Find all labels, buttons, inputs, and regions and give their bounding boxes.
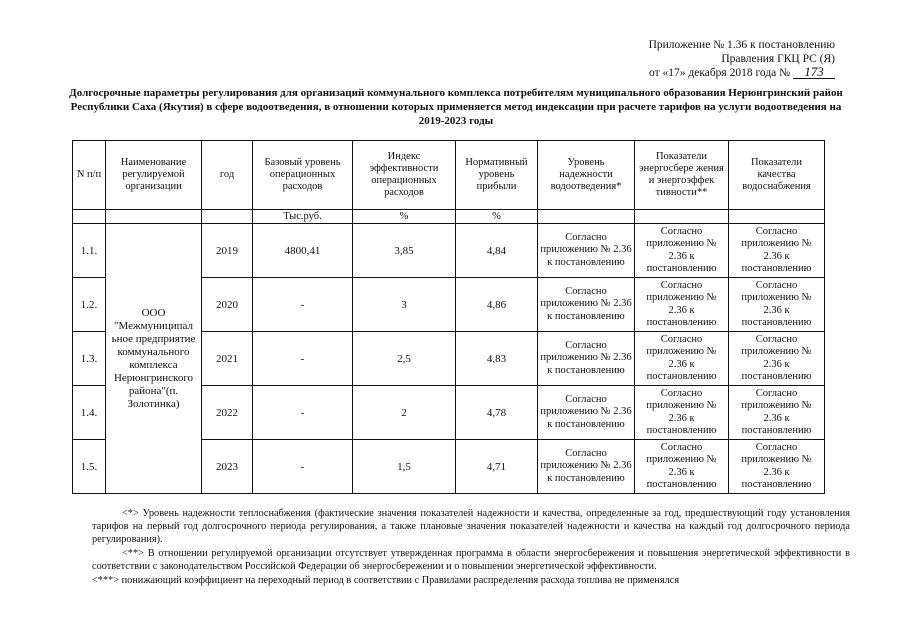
row-index: 3 <box>353 278 456 332</box>
header-num: N п/п <box>73 141 106 210</box>
row-reliability: Согласно приложению № 2.36 к постановлению <box>538 278 635 332</box>
row-year: 2019 <box>202 224 253 278</box>
row-number: 1.1. <box>73 224 106 278</box>
footnotes <box>92 507 850 588</box>
unit-empty <box>635 210 729 224</box>
footnote-coefficient: <***> понижающий коэффициент на переходный период в соответствии с Правилами распределения расхода топлива не применялся <box>92 575 680 586</box>
row-energy: Согласно приложению № 2.36 к постановлению <box>635 278 729 332</box>
row-number: 1.2. <box>73 278 106 332</box>
row-reliability: Согласно приложению № 2.36 к постановлению <box>538 224 635 278</box>
row-index: 2,5 <box>353 332 456 386</box>
row-energy: Согласно приложению № 2.36 к постановлению <box>635 332 729 386</box>
row-energy: Согласно приложению № 2.36 к постановлению <box>635 386 729 440</box>
row-quality: Согласно приложению № 2.36 к постановлению <box>729 224 825 278</box>
row-year: 2022 <box>202 386 253 440</box>
row-reliability: Согласно приложению № 2.36 к постановлению <box>538 440 635 494</box>
row-quality: Согласно приложению № 2.36 к постановлению <box>729 440 825 494</box>
parameters-table <box>72 140 825 494</box>
row-energy: Согласно приложению № 2.36 к постановлению <box>635 224 729 278</box>
header-org: Наименование регулируемой организации <box>106 141 202 210</box>
units-row <box>73 210 825 224</box>
row-base: - <box>253 332 353 386</box>
organization-name: ООО "Межмуниципал ьное предприятие коммунального комплекса Нерюнгринского района"(п. Золотинка) <box>106 224 202 494</box>
row-base: - <box>253 386 353 440</box>
row-norm: 4,83 <box>456 332 538 386</box>
unit-empty <box>202 210 253 224</box>
header-line-3 <box>649 66 835 80</box>
row-base: 4800,41 <box>253 224 353 278</box>
row-number: 1.3. <box>73 332 106 386</box>
row-index: 1,5 <box>353 440 456 494</box>
unit-empty <box>73 210 106 224</box>
unit-base: Тыс.руб. <box>253 210 353 224</box>
table-row <box>73 224 825 278</box>
unit-index: % <box>353 210 456 224</box>
row-norm: 4,78 <box>456 386 538 440</box>
header-line-2: Правления ГКЦ РС (Я) <box>721 53 835 65</box>
row-quality: Согласно приложению № 2.36 к постановлению <box>729 332 825 386</box>
header-date: от «17» декабря 2018 года № <box>648 67 791 79</box>
header-quality: Показатели качества водоснабжения <box>729 141 825 210</box>
footnote-reliability: <*> Уровень надежности теплоснабжения (фактические значения показателей надежности и качества, определенные за год, предшествующий году установления тарифов на первый год долгосрочного периода регулирования, а также плановые значения показателей надежности и качества на каждый год долгосрочного периода регулирования). <box>92 508 850 545</box>
row-index: 3,85 <box>353 224 456 278</box>
header-line-1: Приложение № 1.36 к постановлению <box>648 39 835 51</box>
row-year: 2021 <box>202 332 253 386</box>
row-norm: 4,71 <box>456 440 538 494</box>
header-year: год <box>202 141 253 210</box>
row-year: 2020 <box>202 278 253 332</box>
order-number: 173 <box>793 66 835 79</box>
row-quality: Согласно приложению № 2.36 к постановлению <box>729 386 825 440</box>
header-reliability: Уровень надежности водоотведения* <box>538 141 635 210</box>
row-energy: Согласно приложению № 2.36 к постановлению <box>635 440 729 494</box>
unit-empty <box>729 210 825 224</box>
header-norm: Нормативный уровень прибыли <box>456 141 538 210</box>
header-index: Индекс эффективности операционных расходов <box>353 141 456 210</box>
row-base: - <box>253 278 353 332</box>
footnote-energy: <**> В отношении регулируемой организации отсутствует утвержденная программа в области энергосбережения и повышения энергетической эффективности в соответствии с законодательством Российской Федерации об энергосбережении и о повышении энергетической эффективности. <box>92 548 850 572</box>
row-year: 2023 <box>202 440 253 494</box>
row-norm: 4,84 <box>456 224 538 278</box>
row-base: - <box>253 440 353 494</box>
unit-empty <box>538 210 635 224</box>
row-number: 1.4. <box>73 386 106 440</box>
row-reliability: Согласно приложению № 2.36 к постановлению <box>538 332 635 386</box>
document-header <box>649 38 835 80</box>
header-energy: Показатели энергосбере жения и энергоэффек тивности** <box>635 141 729 210</box>
row-index: 2 <box>353 386 456 440</box>
row-quality: Согласно приложению № 2.36 к постановлению <box>729 278 825 332</box>
document-title: Долгосрочные параметры регулирования для организаций коммунального комплекса потребителям муниципального образования Нерюнгринский район Республики Саха (Якутия) в сфере водоотведения, в отношении которых применяется метод индексации при расчете тарифов на услуги водоотведения на 2019-2023 годы <box>69 87 843 127</box>
unit-norm: % <box>456 210 538 224</box>
unit-empty <box>106 210 202 224</box>
row-reliability: Согласно приложению № 2.36 к постановлению <box>538 386 635 440</box>
table-header-row <box>73 141 825 210</box>
row-norm: 4,86 <box>456 278 538 332</box>
header-base: Базовый уровень операционных расходов <box>253 141 353 210</box>
row-number: 1.5. <box>73 440 106 494</box>
